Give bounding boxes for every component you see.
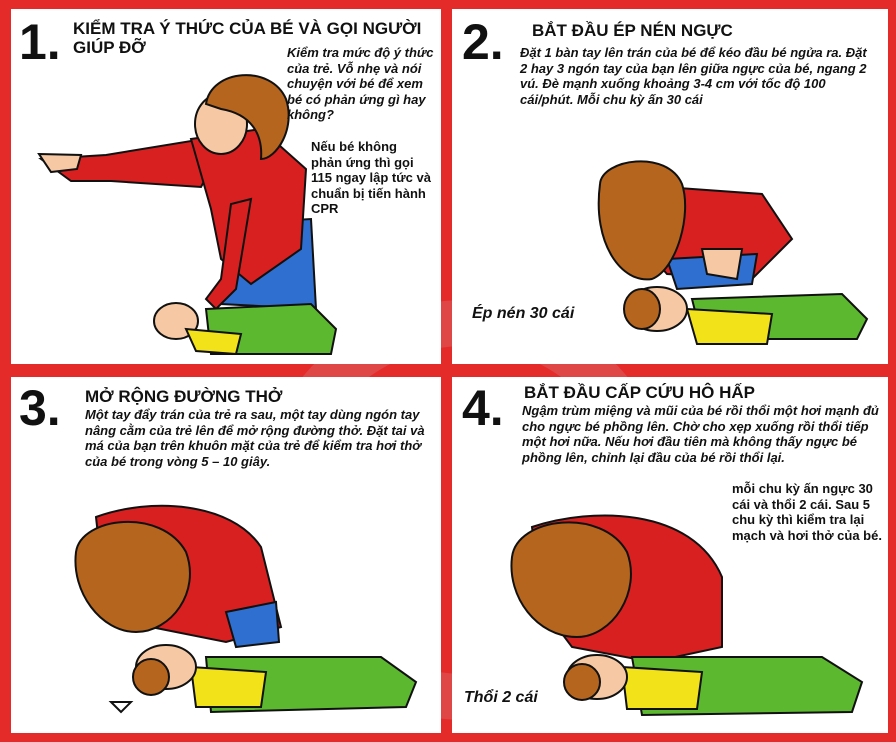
step-caption: Thổi 2 cái [464, 689, 538, 706]
step-note: mỗi chu kỳ ấn ngực 30 cái và thổi 2 cái. Sau 5 chu kỳ thì kiểm tra lại mạch và hơi thở của bé. [732, 481, 882, 543]
panel-step-1 [11, 9, 441, 364]
step-title: BẮT ĐẦU CẤP CỨU HÔ HẤP [524, 383, 756, 402]
step-number: 3. [19, 380, 61, 436]
panel-step-2 [452, 9, 888, 364]
step-description: Đặt 1 bàn tay lên trán của bé để kéo đầu bé ngửa ra. Đặt 2 hay 3 ngón tay của bạn lên giữa ngực của bé, ngang 2 vú. Đè mạnh xuống khoảng 3-4 cm với tốc độ 100 cái/phút. Mỗi chu kỳ ấn 30 cái [520, 45, 867, 107]
step-number: 4. [462, 380, 504, 436]
step-title: KIỂM TRA Ý THỨC CỦA BÉ VÀ GỌI NGƯỜI GIÚP ĐỠ [73, 19, 422, 57]
step-number: 1. [19, 14, 61, 70]
step-description: Ngậm trùm miệng và mũi của bé rồi thổi một hơi mạnh đủ cho ngực bé phồng lên. Chờ cho xẹp xuống rồi thổi tiếp một hơi nữa. Nếu hơi đầu tiên mà không thấy ngực bé phồng lên, chỉnh lại đầu của bé rồi thổi lại. [522, 403, 879, 465]
step-title: BẮT ĐẦU ÉP NÉN NGỰC [532, 21, 733, 40]
step-description: Kiểm tra mức độ ý thức của trẻ. Vỗ nhẹ và nói chuyện với bé để xem bé có phản ứng gì hay không? [287, 45, 434, 122]
panel-step-4 [452, 377, 888, 733]
step-title: MỞ RỘNG ĐƯỜNG THỞ [85, 387, 283, 406]
step-number: 2. [462, 14, 504, 70]
panel-step-3 [11, 377, 441, 733]
step-caption: Ép nén 30 cái [472, 305, 575, 322]
step-note: Nếu bé không phản ứng thì gọi 115 ngay lập tức và chuẩn bị tiến hành CPR [311, 139, 431, 216]
step-description: Một tay đẩy trán của trẻ ra sau, một tay dùng ngón tay nâng cằm của trẻ lên để mở rộng đường thở. Đặt tai và má của bạn trên khuôn mặt của trẻ để kiểm tra hơi thở của bé trong vòng 5 – 10 giây. [85, 407, 425, 469]
